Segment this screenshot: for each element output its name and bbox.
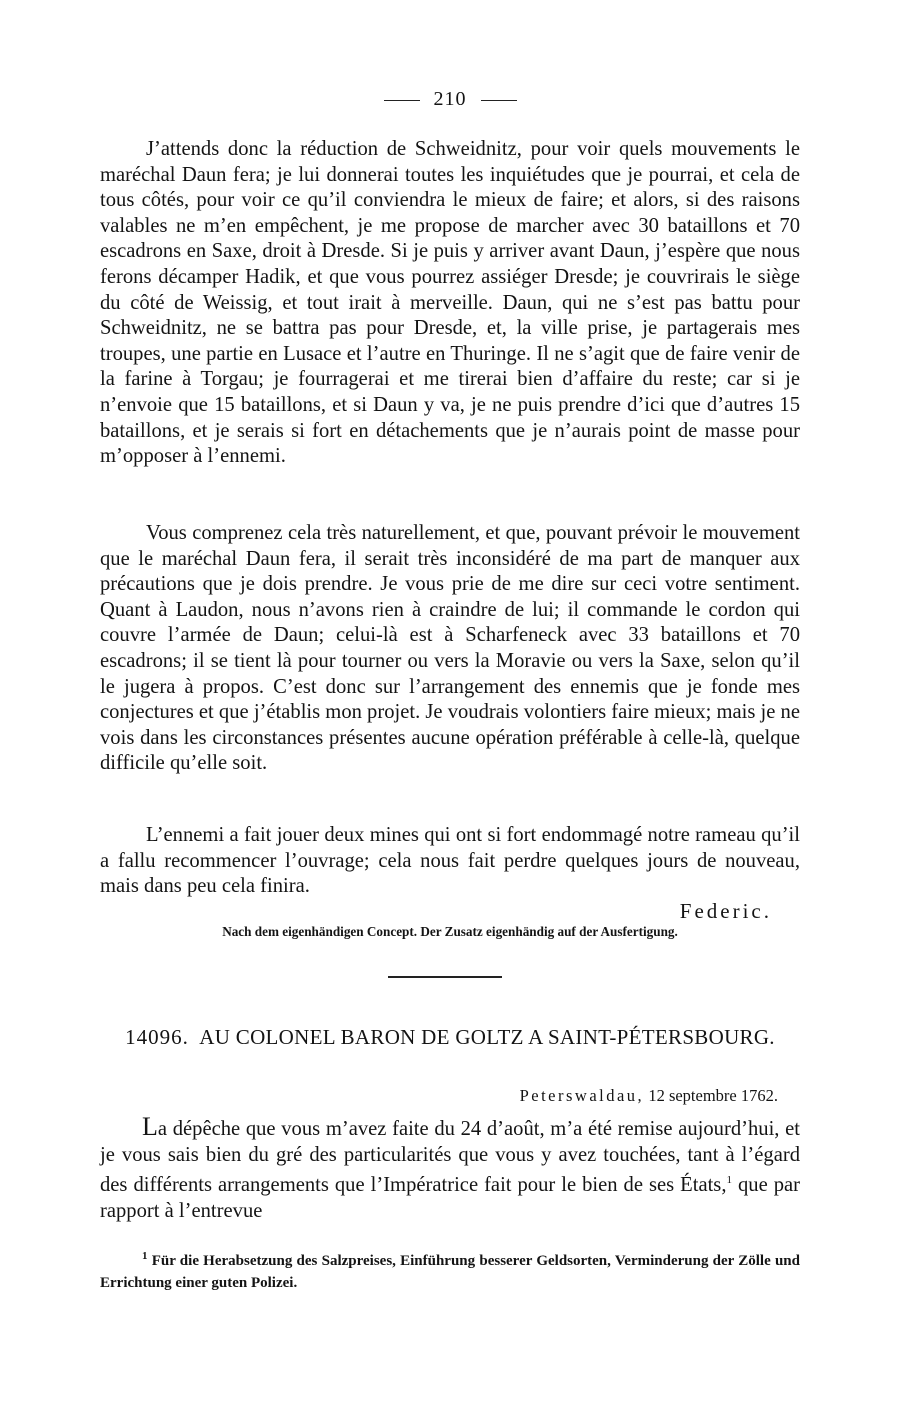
letter-paragraph: J’attends donc la réduction de Schweidnitz, pour voir quels mouvements le maréchal Daun fera; je lui donnerai toutes les inquiétudes que je pourrai, et cela de tous côtés, pour voir ce qu’il conviendra le mieux de faire; et alors, si des raisons valables ne m’en empêchent, je me propose de marcher avec 30 bataillons et 70 escadrons en Saxe, droit à Dresde. Si je puis y arriver avant Daun, j’espère que nous ferons décamper Hadik, et que vous pourrez assiéger Dresde; je couvrirais le siège du côté de Weissig, et tout irait à merveille. Daun, qui ne s’est pas battu pour Schweidnitz, ne se battra pas pour Dresde, et, la ville prise, je partagerais mes troupes, une partie en Lusace et l’autre en Thuringe. Il ne s’agit que de faire venir de la farine à Torgau; je fourragerai et me tirerai bien d’affaire du reste; car si je n’envoie que 15 bataillons, et si Daun y va, je ne puis prendre d’ici que d’autres 15 bataillons, et je serais si fort en détachements que je n’aurais point de masse pour m’opposer à l’ennemi.: [100, 138, 800, 468]
page-header: [0, 88, 900, 111]
letter-paragraph: L’ennemi a fait jouer deux mines qui ont si fort endommagé notre rameau qu’il a fallu recommencer l’ouvrage; cela nous fait perdre quelques jours de nouveau, mais dans peu cela finira.: [100, 824, 800, 898]
page-number: 210: [433, 88, 467, 110]
footnote-marker: 1: [142, 1250, 148, 1262]
dateline: [100, 1086, 800, 1106]
footnote-text: Für die Herabsetzung des Salzpreises, Einführung besserer Geldsorten, Verminderung der Zölle und Errichtung einer guten Polizei.: [100, 1253, 800, 1291]
header-dash-left: [384, 100, 420, 101]
footnote: [100, 1245, 800, 1294]
footnote-reference: 1: [726, 1174, 732, 1187]
signature: Federic.: [679, 899, 772, 923]
letter-paragraph-3-block: [100, 823, 800, 900]
letter-title: AU COLONEL BARON DE GOLTZ A SAINT-PÉTERSBOURG.: [199, 1025, 775, 1049]
next-letter-paragraph: [100, 1114, 800, 1224]
section-divider: [388, 976, 502, 978]
letter-number: 14096.: [125, 1025, 189, 1049]
header-dash-right: [481, 100, 517, 101]
dateline-date: 12 septembre 1762.: [648, 1086, 778, 1105]
footnote-block: [100, 1245, 800, 1294]
dateline-place: Peterswaldau,: [519, 1086, 645, 1105]
drop-cap: L: [142, 1112, 158, 1141]
letter-paragraph-2-block: [100, 521, 800, 777]
next-letter-text: a dépêche que vous m’avez faite du 24 d’août, m’a été remise aujourd’hui, et je vous sais bien du gré des particularités que vous y avez touchées, tant à l’égard des différents arrangements que l’Impératrice fait pour le bien de ses États,: [100, 1118, 800, 1197]
source-note: Nach dem eigenhändigen Concept. Der Zusatz eigenhändig auf der Ausfertigung.: [222, 924, 678, 939]
next-letter-paragraph-block: [100, 1114, 800, 1224]
letter-paragraph: Vous comprenez cela très naturellement, et que, pouvant prévoir le mouvement que le maréchal Daun fera, il serait très inconsidéré de ma part de manquer aux précautions que je dois prendre. Je vous prie de me dire sur ceci votre sentiment. Quant à Laudon, nous n’avons rien à craindre de lui; il commande le cordon qui couvre l’armée de Daun; celui-là est à Scharfeneck avec 33 bataillons et 70 escadrons; il se tient là pour tourner ou vers la Moravie ou vers la Saxe, selon qu’il le jugera à propos. C’est donc sur l’arrangement des ennemis que je fonde mes conjectures et que j’établis mon projet. Je voudrais volontiers faire mieux; mais je ne vois dans les circonstances présentes aucune opération préférable à celle-là, quelque difficile qu’elle soit.: [100, 522, 800, 775]
letter-heading: [100, 1025, 800, 1050]
next-letter-tail: que par rapport à l’entrevue: [100, 1174, 800, 1222]
letter-paragraph-1-block: [100, 137, 800, 470]
